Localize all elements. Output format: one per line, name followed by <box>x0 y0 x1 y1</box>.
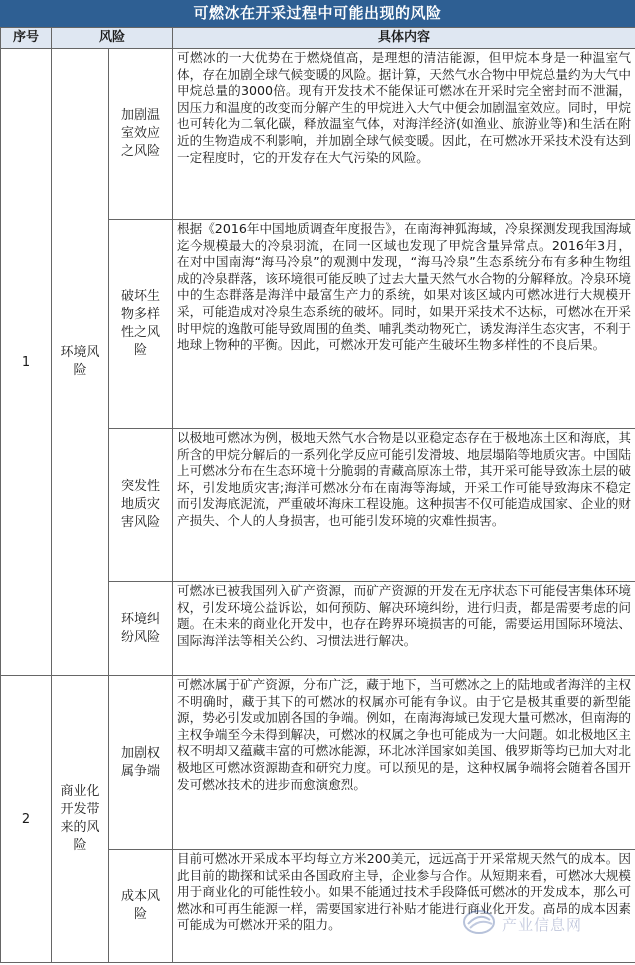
content-cell: 可燃冰已被我国列入矿产资源，而矿产资源的开发在无序状态下可能侵害集体环境权，引发环境公益诉讼，如何预防、解决环境纠纷，进行归责，都是需要考虑的问题。在未来的商业化开发中，也存在跨界环境损害的可能，需要运用国际环境法、国际海洋法等相关公约、习惯法进行解决。 <box>173 582 635 676</box>
risk-cell: 成本风险 <box>109 850 173 963</box>
content-cell: 可燃冰属于矿产资源，分布广泛，藏于地下，当可燃冰之上的陆地或者海洋的主权不明确时，藏于其下的可燃冰的权属亦可能有争议。由于它是极其重要的新型能源，势必引发或加剧各国的争端。例如，在南海海域已发现大量可燃冰，但南海的主权争端至今未得到解决，可燃冰的权属之争也可能成为一大问题。如北极地区主权不明却又蕴藏丰富的可燃冰能源，环北冰洋国家如美国、俄罗斯等均已加大对北极地区可燃冰资源勘查和研究力度。可以预见的是，这种权属争端将会随着各国开发可燃冰技术的进步而愈演愈烈。 <box>173 676 635 850</box>
header-row <box>1 28 635 49</box>
content-cell: 根据《2016年中国地质调查年度报告》，在南海神狐海域，冷泉探测发现我国海域迄今规模最大的冷泉羽流，在同一区域也发现了甲烷含量异常点。2016年3月，在对中国南海“海马冷泉”的观测中发现，“海马冷泉”生态系统分布有多种生物组成的冷泉群落，该环境很可能反映了过去大量天然气水合物的分解释放。冷泉环境中的生态群落是海洋中最富生产力的系统，如果对该区域内可燃冰进行大规模开采，可能造成对冷泉生态系统的破坏。同时，如果开采技术不达标，可燃冰在开采时甲烷的逸散可能导致周围的鱼类、哺乳类动物死亡，诱发海洋生态灾害，不利于地球上物种的平衡。因此，可燃冰开发可能产生破坏生物多样性的不良后果。 <box>173 220 635 429</box>
content-cell: 目前可燃冰开采成本平均每立方米200美元，远远高于开采常规天然气的成本。因此目前的勘探和试采由各国政府主导，企业参与合作。从短期来看，可燃冰大规模用于商业化的可能性较小。如果不能通过技术手段降低可燃冰的开发成本，那么可燃冰和可再生能源一样，需要国家进行补贴才能进行商业化开发。高昂的成本因素可能成为可燃冰开采的阻力。 <box>173 850 635 963</box>
header-seq: 序号 <box>1 28 52 49</box>
content-cell: 可燃冰的一大优势在于燃烧值高，是理想的清洁能源，但甲烷本身是一种温室气体，存在加剧全球气候变暖的风险。据计算，天然气水合物中甲烷总量约为大气中甲烷总量的3000倍。现有开发技术不能保证可燃冰在开采时完全密封而不泄漏，因压力和温度的改变而分解产生的甲烷进入大气中便会加剧温室效应。同时，甲烷也可转化为二氧化碳，释放温室气体，对海洋经济(如渔业、旅游业等)和生活在附近的生物造成不利影响，并加剧全球气候变暖。因此，在可燃冰开采技术没有达到一定程度时，它的开发存在大气污染的风险。 <box>173 49 635 220</box>
table-row <box>1 676 635 850</box>
risk-cell: 加剧温室效应之风险 <box>109 49 173 220</box>
risk-cell: 破坏生物多样性之风险 <box>109 220 173 429</box>
risk-cell: 环境纠纷风险 <box>109 582 173 676</box>
risk-table <box>0 27 635 963</box>
category-cell: 环境风险 <box>52 49 109 676</box>
watermark-text: 产业信息网 <box>502 916 583 934</box>
risk-cell: 加剧权属争端 <box>109 676 173 850</box>
header-risk: 风险 <box>52 28 173 49</box>
table-title: 可燃冰在开采过程中可能出现的风险 <box>0 0 635 27</box>
risk-cell: 突发性地质灾害风险 <box>109 429 173 582</box>
table-row <box>1 49 635 220</box>
seq-cell: 1 <box>1 49 52 676</box>
category-cell: 商业化开发带来的风险 <box>52 676 109 963</box>
seq-cell: 2 <box>1 676 52 963</box>
header-content: 具体内容 <box>173 28 635 49</box>
content-cell: 以极地可燃冰为例，极地天然气水合物是以亚稳定态存在于极地冻土区和海底，其所含的甲烷分解后的一系列化学反应可能引发滑坡、地层塌陷等地质灾害。中国陆上可燃冰分布在生态环境十分脆弱的青藏高原冻土带，其开采可能导致冻土层的破坏，引发地质灾害;海洋可燃冰分布在南海等海域，开采工作可能导致海床不稳定而引发海底泥流，严重破坏海床工程设施。这种损害不仅可能造成国家、企业的财产损失、个人的人身损害，也可能引发环境的灾难性损害。 <box>173 429 635 582</box>
